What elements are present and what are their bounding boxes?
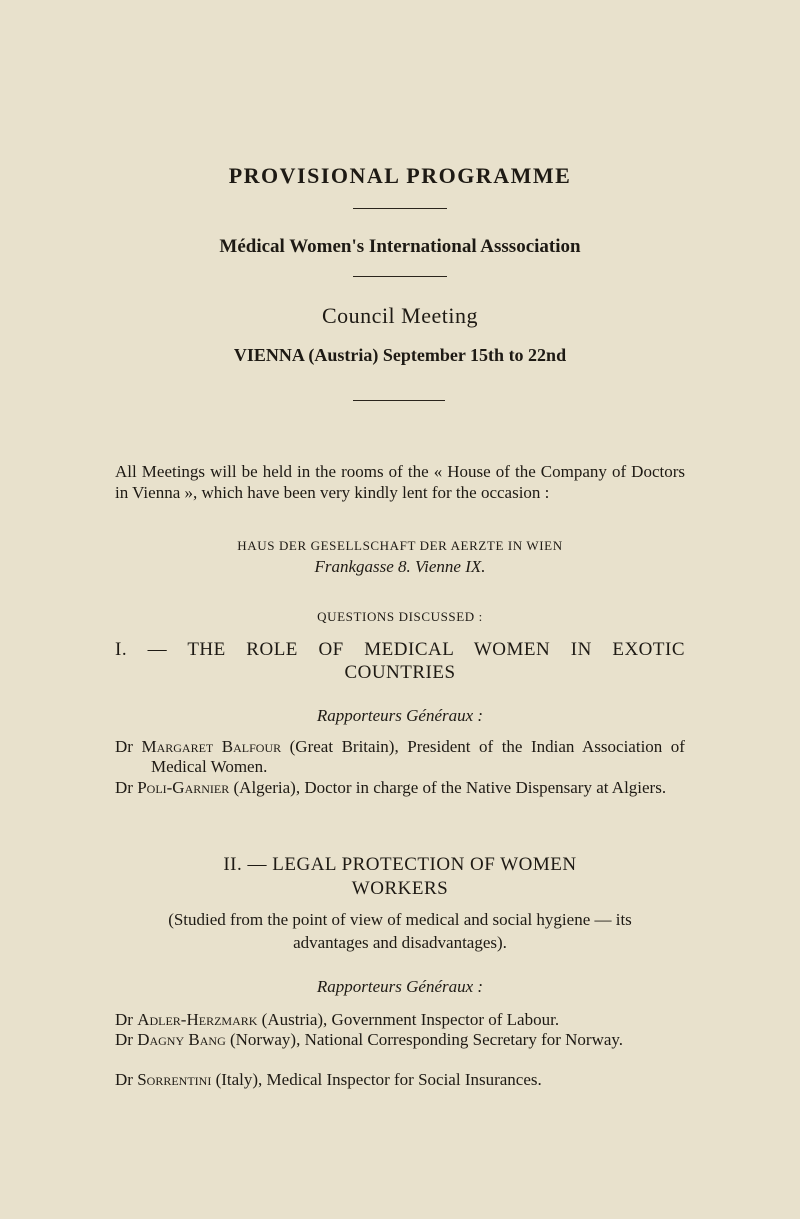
question-2-rapporteurs-label: Rapporteurs Généraux :	[316, 977, 484, 996]
speaker-detail: (Italy), Medical Inspector for Social Insurances.	[211, 1070, 542, 1089]
speaker-name: Adler-Herzmark	[137, 1010, 258, 1029]
speaker-detail: (Norway), National Corresponding Secretary for Norway.	[225, 1030, 624, 1049]
meeting-title: Council Meeting	[322, 303, 478, 328]
speaker-prefix: Dr	[115, 778, 138, 797]
speaker-prefix: Dr	[115, 1010, 138, 1029]
divider	[353, 208, 447, 209]
question-1-heading-line1: I. — THE ROLE OF MEDICAL WOMEN IN EXOTIC	[115, 639, 685, 660]
speaker-name: Margaret Balfour	[141, 737, 282, 756]
speaker-detail: (Algeria), Doctor in charge of the Native Dispensary at Algiers.	[229, 778, 667, 797]
document-title: PROVISIONAL PROGRAMME	[228, 163, 572, 188]
speaker-name: Sorrentini	[137, 1070, 212, 1089]
venue-name: HAUS DER GESELLSCHAFT DER AERZTE IN WIEN	[237, 538, 563, 553]
divider	[353, 400, 445, 401]
questions-label: QUESTIONS DISCUSSED :	[317, 609, 483, 624]
intro-paragraph: All Meetings will be held in the rooms of the « House of the Company of Doctors in Vienna », which have been very kindly lent for the occasion :	[115, 462, 685, 502]
question-2-subtitle-line1: (Studied from the point of view of medical and social hygiene — its	[168, 910, 632, 929]
speaker-detail: (Austria), Government Inspector of Labour.	[257, 1010, 560, 1029]
association-name: Médical Women's International Asssociation	[219, 236, 581, 257]
question-1-rapporteurs-label: Rapporteurs Généraux :	[316, 706, 484, 725]
question-2-heading-line1: II. — LEGAL PROTECTION OF WOMEN	[223, 854, 577, 875]
speaker-name: Poli-Garnier	[137, 778, 230, 797]
divider	[353, 276, 447, 277]
speaker-detail: (Great Britain), President of the Indian Association of Medical Women.	[151, 737, 685, 776]
question-2-heading-line2: WORKERS	[351, 878, 449, 899]
venue-address: Frankgasse 8. Vienne IX.	[314, 557, 486, 576]
speaker-name: Dagny Bang	[137, 1030, 226, 1049]
question-2-speaker	[115, 1070, 685, 1090]
speaker-prefix: Dr	[115, 1030, 138, 1049]
speaker-prefix: Dr	[115, 1070, 138, 1089]
question-2-speaker	[115, 1010, 685, 1030]
question-1-speaker	[115, 737, 685, 777]
location-dates: VIENNA (Austria) September 15th to 22nd	[233, 345, 567, 365]
question-1-speaker	[115, 778, 685, 798]
speaker-prefix: Dr	[115, 737, 142, 756]
question-1-heading-line2: COUNTRIES	[344, 662, 456, 683]
question-2-speaker	[115, 1030, 685, 1050]
question-2-subtitle-line2: advantages and disadvantages).	[293, 933, 507, 952]
